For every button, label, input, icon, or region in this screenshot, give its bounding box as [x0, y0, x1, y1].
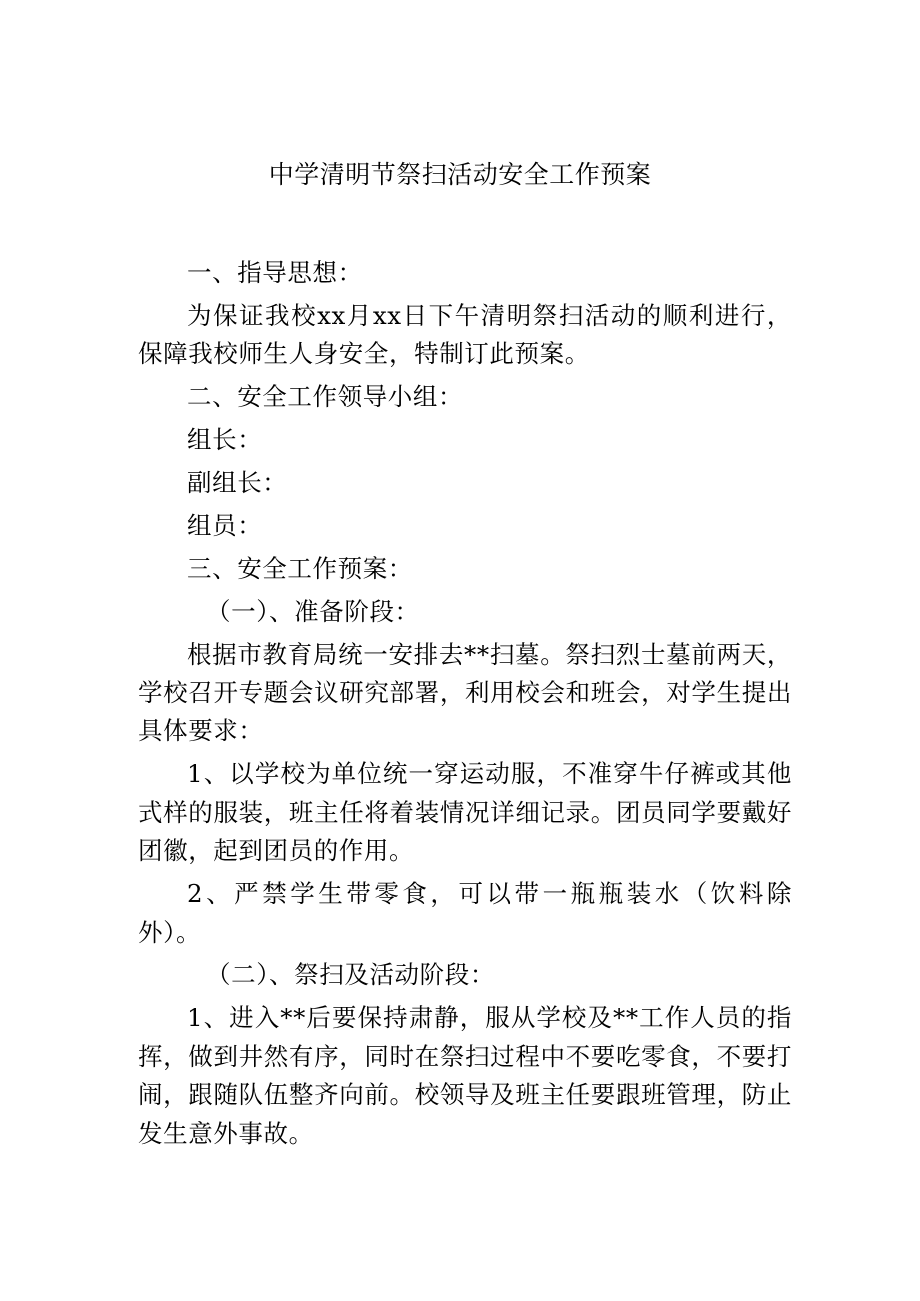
document-title: 中学清明节祭扫活动安全工作预案 — [268, 160, 652, 189]
list-item-no-snacks: 2、严禁学生带零食，可以带一瓶瓶装水（饮料除外）。 — [138, 879, 792, 947]
list-item-discipline: 1、进入**后要保持肃静，服从学校及**工作人员的指挥，做到井然有序，同时在祭扫过程中不要吃零食，不要打闹，跟随队伍整齐向前。校领导及班主任要跟班管理，防止发生意外事故。 — [138, 1003, 792, 1148]
section-heading-leadership-group: 二、安全工作领导小组： — [187, 382, 464, 412]
subsection-heading-preparation: （一）、准备阶段： — [206, 596, 420, 626]
paragraph-purpose: 为保证我校xx月xx日下午清明祭扫活动的顺利进行，保障我校师生人身安全，特制订此预案。 — [138, 300, 792, 369]
paragraph-group-members: 组员： — [187, 510, 263, 540]
paragraph-arrangement: 根据市教育局统一安排去**扫墓。祭扫烈士墓前两天，学校召开专题会议研究部署，利用校会和班会，对学生提出具体要求： — [138, 639, 792, 746]
subsection-heading-activity: （二）、祭扫及活动阶段： — [206, 960, 495, 990]
paragraph-group-leader: 组长： — [187, 425, 263, 455]
list-item-uniform: 1、以学校为单位统一穿运动服，不准穿牛仔裤或其他式样的服装，班主任将着装情况详细记录。团员同学要戴好团徽，起到团员的作用。 — [138, 759, 792, 866]
section-heading-safety-plan: 三、安全工作预案： — [187, 553, 413, 583]
paragraph-deputy-leader: 副组长： — [187, 468, 288, 498]
document-body — [138, 254, 792, 1157]
section-heading-guiding-ideology: 一、指导思想： — [187, 258, 363, 287]
